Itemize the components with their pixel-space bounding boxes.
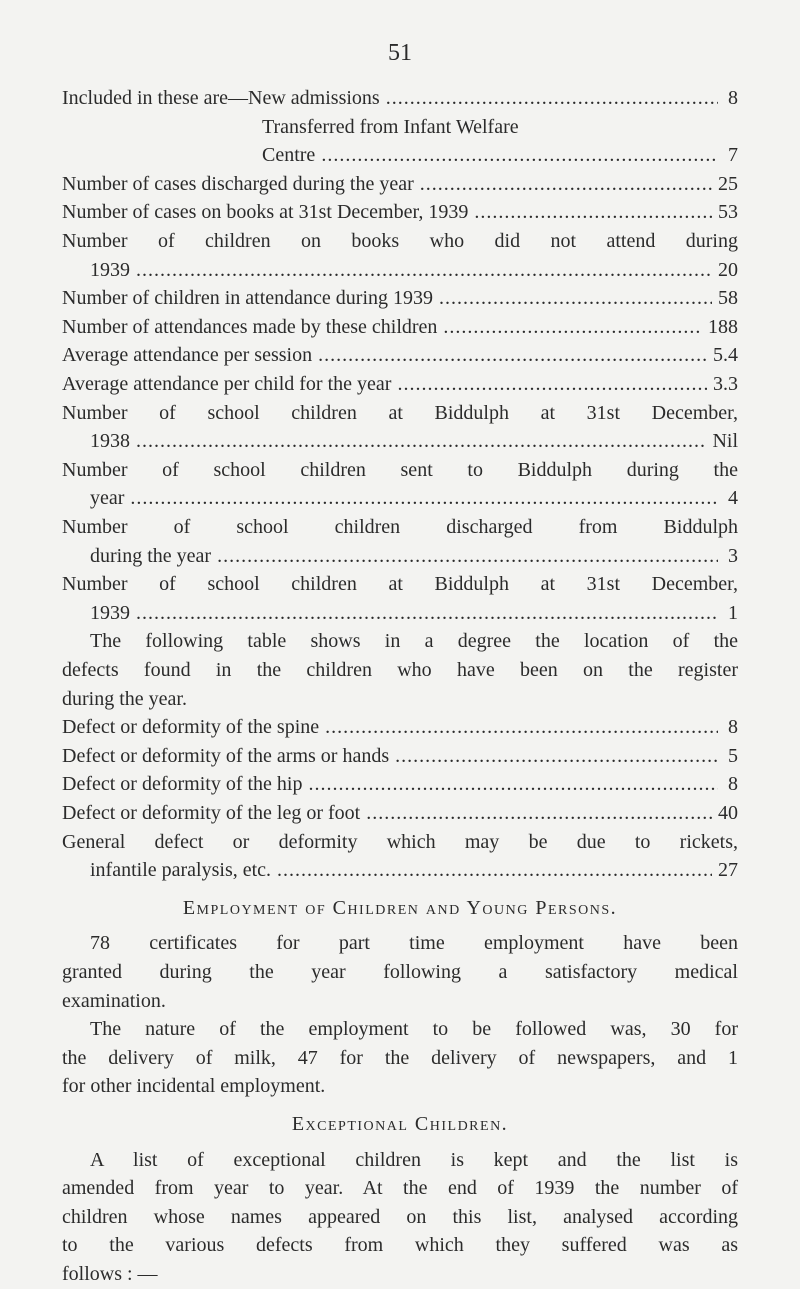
defect-row bbox=[62, 799, 738, 828]
defect-label: Defect or deformity of the arms or hands bbox=[62, 744, 390, 767]
paragraph-line: during the year. bbox=[62, 687, 187, 710]
stat-row bbox=[62, 370, 738, 399]
stat-value: 3.3 bbox=[713, 373, 738, 395]
stat-row bbox=[62, 484, 738, 513]
section-heading-employment: Employment of Children and Young Persons. bbox=[182, 896, 618, 919]
stat-row bbox=[62, 341, 738, 370]
stat-label-line: Number of school children at Biddulph at 31st December, bbox=[62, 401, 738, 424]
stat-label-line: Number of school children at Biddulph at 31st December, bbox=[62, 573, 738, 596]
stat-value: 8 bbox=[728, 87, 738, 109]
stat-row bbox=[62, 542, 738, 571]
paragraph-line: A list of exceptional children is kept and the list is bbox=[90, 1148, 738, 1171]
defect-label: Defect or deformity of the spine bbox=[62, 716, 320, 739]
stat-value: 5.4 bbox=[713, 344, 738, 367]
defect-value: 5 bbox=[728, 744, 738, 767]
defect-row bbox=[62, 713, 738, 742]
paragraph-line: children whose names appeared on this list, analysed according bbox=[62, 1205, 738, 1228]
stat-row bbox=[62, 170, 738, 199]
paragraph-line: for other incidental employment. bbox=[62, 1075, 326, 1098]
stat-value: 7 bbox=[728, 144, 738, 167]
paragraph-line: defects found in the children who have been on the register bbox=[62, 659, 738, 681]
stat-label: 1938 bbox=[90, 430, 130, 453]
stat-row bbox=[62, 599, 738, 628]
paragraph-line: the delivery of milk, 47 for the delivery of newspapers, and 1 bbox=[62, 1046, 738, 1069]
stat-label: Number of cases discharged during the year bbox=[62, 172, 414, 195]
stat-label-line: Number of school children sent to Biddulph during the bbox=[62, 458, 738, 481]
stat-row bbox=[62, 256, 738, 285]
page-number: 51 bbox=[388, 40, 412, 66]
stat-label: Number of children in attendance during 1939 bbox=[62, 287, 433, 310]
admissions-transferred-line: Transferred from Infant Welfare bbox=[262, 115, 519, 138]
stat-value: Nil bbox=[712, 430, 738, 453]
stat-label: 1939 bbox=[90, 258, 130, 281]
stat-value: 25 bbox=[718, 172, 738, 195]
admissions-new-row bbox=[62, 84, 738, 113]
section-heading-exceptional: Exceptional Children. bbox=[291, 1113, 509, 1135]
paragraph-line: follows : — bbox=[62, 1263, 158, 1285]
defect-label: Defect or deformity of the leg or foot bbox=[62, 802, 361, 824]
paragraph-line: amended from year to year. At the end of 1939 the number of bbox=[62, 1177, 738, 1200]
stat-label: during the year bbox=[90, 544, 212, 567]
defect-row bbox=[62, 770, 738, 799]
admissions-transferred-row bbox=[62, 141, 738, 170]
defect-value: 8 bbox=[728, 716, 738, 739]
stat-label: Average attendance per session bbox=[62, 344, 313, 367]
stat-value: 3 bbox=[728, 544, 738, 567]
stat-value: 53 bbox=[718, 201, 738, 224]
defect-label-line: General defect or deformity which may be due to rickets, bbox=[62, 830, 738, 853]
paragraph-line: The nature of the employment to be followed was, 30 for bbox=[90, 1018, 738, 1041]
defect-value: 40 bbox=[718, 802, 738, 824]
paragraph-line: to the various defects from which they suffered was as bbox=[62, 1234, 738, 1257]
paragraph-line: examination. bbox=[62, 989, 166, 1012]
stat-label-line: Number of school children discharged from Biddulph bbox=[62, 516, 738, 538]
stat-value: 1 bbox=[728, 601, 738, 624]
stat-label: year bbox=[90, 487, 125, 510]
stat-label: Included in these are—New admissions bbox=[62, 87, 380, 109]
stat-row bbox=[62, 313, 738, 342]
stat-value: 20 bbox=[718, 258, 738, 281]
stat-row bbox=[62, 198, 738, 227]
stat-row bbox=[62, 427, 738, 456]
defect-value: 27 bbox=[718, 859, 738, 882]
stat-label: Number of attendances made by these children bbox=[62, 315, 438, 338]
stat-label: Number of cases on books at 31st December, 1939 bbox=[62, 201, 469, 224]
stat-label-line: Number of children on books who did not attend during bbox=[62, 230, 738, 252]
paragraph-line: The following table shows in a degree the location of the bbox=[90, 630, 738, 653]
stat-row bbox=[62, 284, 738, 313]
defect-label: Defect or deformity of the hip bbox=[62, 773, 303, 796]
defect-value: 8 bbox=[728, 773, 738, 796]
stat-label: 1939 bbox=[90, 601, 130, 624]
defect-label: infantile paralysis, etc. bbox=[90, 859, 272, 882]
paragraph-line: 78 certificates for part time employment have been bbox=[90, 932, 738, 955]
stat-label: Centre bbox=[262, 144, 316, 167]
stat-label: Average attendance per child for the year bbox=[62, 373, 392, 395]
stat-value: 4 bbox=[728, 487, 738, 510]
stat-value: 58 bbox=[718, 287, 738, 310]
defect-row bbox=[62, 742, 738, 771]
defect-row bbox=[62, 856, 738, 885]
stat-value: 188 bbox=[708, 315, 738, 338]
paragraph-line: granted during the year following a satisfactory medical bbox=[62, 961, 738, 983]
